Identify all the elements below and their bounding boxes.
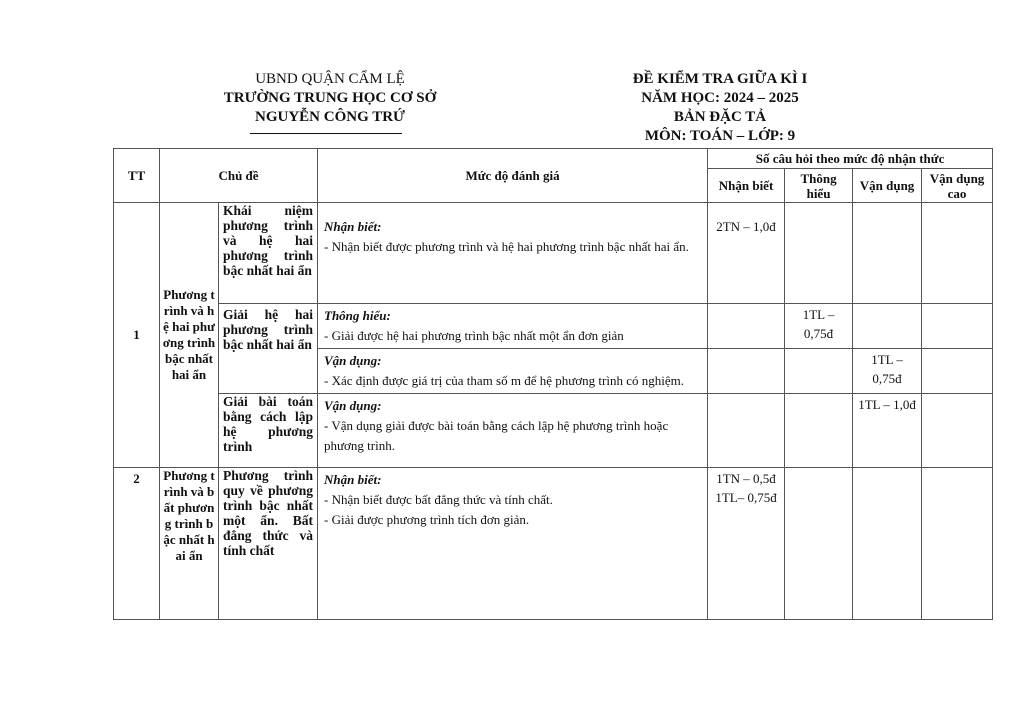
count-van-dung-cao bbox=[922, 203, 993, 304]
subtopic-cell: Giải bài toán bằng cách lập hệ phương trình bbox=[219, 394, 318, 468]
specification-table bbox=[113, 148, 993, 620]
level-label: Nhận biết: bbox=[324, 219, 382, 234]
school-year: NĂM HỌC: 2024 – 2025 bbox=[641, 90, 799, 106]
count-van-dung: 1TL – 1,0đ bbox=[853, 394, 922, 468]
criteria-line: - Nhận biết được phương trình và hệ hai phương trình bậc nhất hai ẩn. bbox=[324, 239, 689, 254]
count-van-dung-cao bbox=[922, 394, 993, 468]
document-type: BẢN ĐẶC TẢ bbox=[673, 109, 767, 125]
level-label: Vận dụng: bbox=[324, 398, 382, 413]
count-van-dung-cao bbox=[922, 304, 993, 349]
table-row bbox=[114, 394, 993, 468]
subject-grade: MÔN: TOÁN – LỚP: 9 bbox=[644, 128, 796, 144]
count-nhan-biet: 2TN – 1,0đ bbox=[708, 203, 785, 304]
col-van-dung-cao: Vận dụng cao bbox=[922, 169, 993, 203]
count-thong-hieu: 1TL – 0,75đ bbox=[785, 304, 853, 349]
subtopic-cell: Khái niệm phương trình và hệ hai phương trình bậc nhất hai ẩn bbox=[219, 203, 318, 304]
count-nhan-biet bbox=[708, 468, 785, 620]
count-thong-hieu bbox=[785, 349, 853, 394]
count-van-dung: 1TL – 0,75đ bbox=[853, 349, 922, 394]
subtopic-cell: Giải hệ hai phương trình bậc nhất hai ẩn bbox=[219, 304, 318, 394]
row-number: 2 bbox=[114, 468, 160, 620]
criteria-line: - Vận dụng giải được bài toán bằng cách lập hệ phương trình hoặc phương trình. bbox=[324, 418, 669, 453]
count-van-dung bbox=[853, 203, 922, 304]
col-criteria: Mức độ đánh giá bbox=[318, 149, 708, 203]
exam-title: ĐỀ KIỂM TRA GIỮA KÌ I bbox=[632, 71, 808, 87]
criteria-cell bbox=[318, 203, 708, 304]
count-van-dung-cao bbox=[922, 349, 993, 394]
table-row bbox=[114, 203, 993, 304]
table-row bbox=[114, 304, 993, 349]
criteria-line: - Giải được hệ hai phương trình bậc nhất một ẩn đơn giản bbox=[324, 328, 624, 343]
count-line: 1TN – 0,5đ bbox=[716, 471, 776, 486]
criteria-cell bbox=[318, 304, 708, 349]
count-van-dung-cao bbox=[922, 468, 993, 620]
count-van-dung bbox=[853, 468, 922, 620]
count-nhan-biet bbox=[708, 394, 785, 468]
col-van-dung: Vận dụng bbox=[853, 169, 922, 203]
col-group: Số câu hỏi theo mức độ nhận thức bbox=[708, 149, 993, 169]
school-header bbox=[200, 70, 460, 127]
subtopic-cell: Phương trình quy về phương trình bậc nhất một ẩn. Bất đẳng thức và tính chất bbox=[219, 468, 318, 620]
col-tt: TT bbox=[114, 149, 160, 203]
count-thong-hieu bbox=[785, 394, 853, 468]
topic-cell: Phương trình và hệ hai phương trình bậc nhất hai ẩn bbox=[160, 203, 219, 468]
header-row bbox=[114, 149, 993, 169]
exam-header bbox=[590, 70, 850, 146]
table-row bbox=[114, 468, 993, 620]
level-label: Vận dụng: bbox=[324, 353, 382, 368]
criteria-cell bbox=[318, 468, 708, 620]
col-thong-hieu: Thông hiểu bbox=[785, 169, 853, 203]
school-name: NGUYỄN CÔNG TRỨ bbox=[254, 109, 405, 125]
count-nhan-biet bbox=[708, 349, 785, 394]
criteria-line: - Nhận biết được bất đẳng thức và tính chất. bbox=[324, 492, 553, 507]
count-nhan-biet bbox=[708, 304, 785, 349]
criteria-line: - Giải được phương trình tích đơn giản. bbox=[324, 512, 530, 527]
level-label: Thông hiểu: bbox=[324, 308, 391, 323]
count-thong-hieu bbox=[785, 203, 853, 304]
criteria-cell bbox=[318, 394, 708, 468]
count-van-dung bbox=[853, 304, 922, 349]
col-nhan-biet: Nhận biết bbox=[708, 169, 785, 203]
level-label: Nhận biết: bbox=[324, 472, 382, 487]
criteria-cell bbox=[318, 349, 708, 394]
school-type: TRƯỜNG TRUNG HỌC CƠ SỞ bbox=[223, 90, 437, 106]
count-thong-hieu bbox=[785, 468, 853, 620]
header-underline bbox=[250, 133, 402, 134]
row-number: 1 bbox=[114, 203, 160, 468]
topic-cell: Phương trình và bất phương trình bậc nhất hai ẩn bbox=[160, 468, 219, 620]
district-name: UBND QUẬN CẨM LỆ bbox=[255, 71, 405, 87]
count-line: 1TL– 0,75đ bbox=[715, 490, 777, 505]
col-topic: Chủ đề bbox=[160, 149, 318, 203]
criteria-line: - Xác định được giá trị của tham số m để hệ phương trình có nghiệm. bbox=[324, 373, 684, 388]
